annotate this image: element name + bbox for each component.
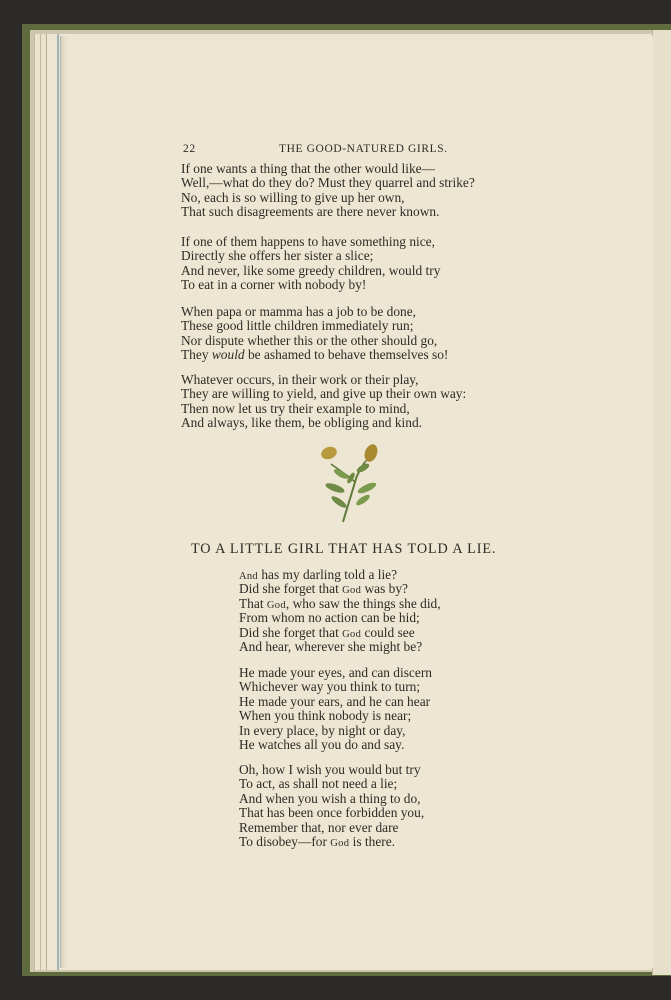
verse-line: Whichever way you think to turn; [239,679,421,695]
verse-line: And never, like some greedy children, would try [181,262,441,278]
verse-line: These good little children immediately run; [181,318,414,334]
verse-line: From whom no action can be hid; [239,610,420,626]
verse-line: That such disagreements are there never known. [181,204,440,220]
verse-line: In every place, by night or day, [239,722,406,738]
verse-line: Well,—what do they do? Must they quarrel and strike? [181,175,475,191]
verse-line [239,835,424,849]
verse-line: If one wants a thing that the other would like— [181,161,435,176]
verse-line: He made your eyes, and can discern [239,665,432,680]
verse-line: Then now let us try their example to mind, [181,400,410,416]
verse-text: has my darling told a lie? [257,567,398,582]
verse-text: could see [361,624,415,640]
poem2-stanza-2 [239,666,432,752]
verse-line [239,626,441,640]
verse-text: Did she forget that [239,581,343,597]
verse-line: And always, like them, be obliging and kind. [181,415,422,431]
verse-line: They would be ashamed to behave themselves so! [181,347,449,363]
poem1-stanza-2 [181,235,440,293]
verse-line: That has been once forbidden you, [239,805,425,821]
verse-line: And when you wish a thing to do, [239,790,421,806]
verse-text: , who saw the things she did, [285,595,441,611]
poem2-stanza-1 [239,568,441,654]
verse-line: Directly she offers her sister a slice; [181,248,374,264]
running-title: THE GOOD-NATURED GIRLS. [279,143,448,155]
poem2-stanza-3 [239,763,424,849]
poem-title: TO A LITTLE GIRL THAT HAS TOLD A LIE. [191,541,497,557]
verse-line: And hear, wherever she might be? [239,638,423,654]
verse-line: Nor dispute whether this or the other should go, [181,332,438,348]
small-caps-word: God [266,599,286,611]
page-number: 22 [183,143,196,155]
verse-line: They are willing to yield, and give up their own way: [181,386,467,402]
verse-line [239,568,441,582]
verse-text: Did she forget that [239,624,343,640]
poem1-stanza-4 [181,373,466,431]
verse-line: He made your ears, and he can hear [239,693,431,709]
verse-text: That [239,595,267,611]
small-caps-word: God [342,585,362,597]
verse-line: To eat in a corner with nobody by! [181,277,367,293]
facing-page-edge [652,30,671,975]
verse-line: When you think nobody is near; [239,708,412,724]
poem1-stanza-3 [181,305,448,363]
small-caps-word: God [330,837,350,849]
verse-text: is there. [349,833,396,849]
verse-line: No, each is so willing to give up her own, [181,189,405,205]
gutter-line [57,34,59,970]
small-caps-word: And [239,571,258,582]
verse-text: To disobey—for [239,833,331,849]
verse-line: Oh, how I wish you would but try [239,762,421,777]
verse-line: Whatever occurs, in their work or their play, [181,372,419,387]
verse-line [239,582,441,596]
verse-line: When papa or mamma has a job to be done, [181,304,417,319]
verse-line: To act, as shall not need a lie; [239,776,398,792]
small-caps-word: God [342,628,362,640]
verse-line: Remember that, nor ever dare [239,819,399,835]
verse-line: He watches all you do and say. [239,736,405,752]
verse-line: If one of them happens to have something nice, [181,234,435,249]
flower-sprig-icon [309,438,393,528]
poem1-stanza-1 [181,162,475,220]
verse-text: was by? [361,581,408,597]
verse-line [239,597,441,611]
